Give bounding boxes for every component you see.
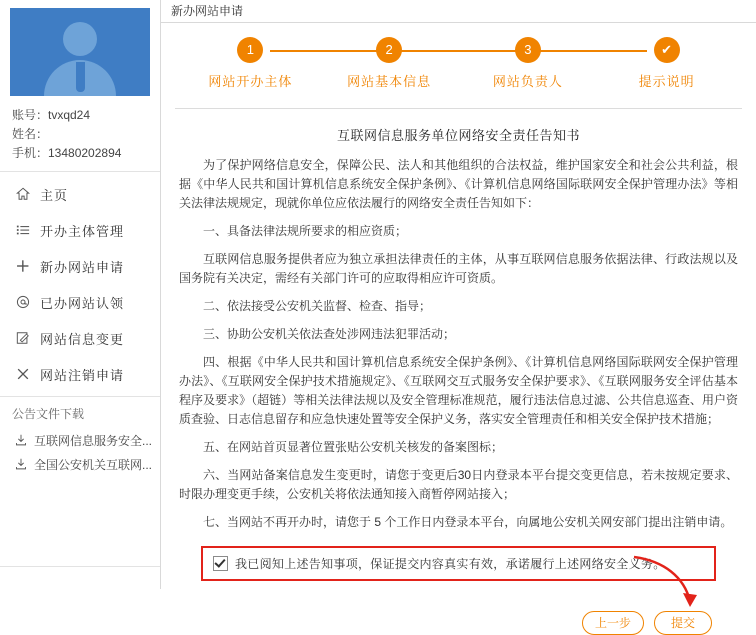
document-paragraph: 五、在网站首页显著位置张贴公安机关核发的备案图标； [203, 440, 504, 454]
user-name: 姓名： [12, 127, 49, 141]
main-panel [161, 0, 756, 630]
plus-icon [12, 259, 34, 273]
sidebar-item-label: 网站注销申请 [40, 367, 125, 383]
user-phone: 手机：13480202894 [12, 146, 122, 160]
sidebar-spacer [0, 476, 160, 566]
avatar-head-shape [63, 22, 97, 56]
sidebar-item-claim-site[interactable] [0, 284, 160, 320]
prev-step-button[interactable]: 上一步 [582, 611, 644, 635]
check-icon: ✔ [654, 37, 680, 63]
document-paragraph: 互联网信息服务提供者应为独立承担法律责任的主体，从事互联网信息服务依据法律、行政法规以及国务院有关决定，需经有关部门许可的应取得相应许可资质。 [179, 252, 738, 285]
step-1[interactable] [181, 37, 320, 90]
document-paragraph: 二、依法接受公安机关监督、检查、指导； [203, 299, 432, 313]
agreement-document [175, 125, 742, 532]
list-icon [12, 223, 34, 237]
sidebar-item-label: 网站信息变更 [40, 331, 125, 347]
agreement-checkbox[interactable] [213, 556, 228, 571]
document-paragraph: 为了保护网络信息安全，保障公民、法人和其他组织的合法权益，维护国家安全和社会公共利益，根据《中华人民共和国计算机信息系统安全保护条例》、《计算机信息网络国际联网安全保护管理办法》等相关法律法规规定，现就你单位应依法履行的网络安全责任告知如下： [179, 158, 738, 210]
edit-icon [12, 331, 34, 345]
sidebar-item-subject-management[interactable] [0, 212, 160, 248]
step-indicator [175, 37, 742, 90]
sidebar-item-label: 新办网站申请 [40, 259, 125, 275]
step-4[interactable] [597, 37, 736, 90]
user-info [0, 100, 160, 172]
agreement-label: 我已阅知上述告知事项，保证提交内容真实有效，承诺履行上述网络安全义务。 [235, 557, 666, 571]
submit-button[interactable]: 提交 [654, 611, 712, 635]
step-2[interactable] [320, 37, 459, 90]
sidebar-item-label: 已办网站认领 [40, 295, 125, 311]
step-label: 提示说明 [638, 74, 695, 89]
document-paragraph: 六、当网站备案信息发生变更时，请您于变更后30日内登录本平台提交变更信息，若未按规定要求、时限办理变更手续，公安机关将依法通知接入商暂停网站接入； [179, 468, 738, 501]
step-3[interactable] [459, 37, 598, 90]
sidebar-item-home[interactable] [0, 176, 160, 212]
sidebar-item-label: 开办主体管理 [40, 223, 125, 239]
at-icon [12, 295, 34, 309]
step-bullet: 2 [376, 37, 402, 63]
form-actions [175, 611, 712, 635]
document-paragraph: 三、协助公安机关依法查处涉网违法犯罪活动； [203, 327, 456, 341]
step-label: 网站开办主体 [208, 74, 293, 89]
main-content [161, 23, 756, 635]
notice-downloads [0, 396, 160, 476]
document-paragraph: 四、根据《中华人民共和国计算机信息系统安全保护条例》、《计算机信息网络国际联网安全保护管理办法》、《互联网安全保护技术措施规定》、《互联网交互式服务安全保护要求》、《互联网服务安全评估基本程序及要求》（超链）等相关法律法规以及安全管理标准规范，履行违法信息过滤、公共信息巡查、用户资质查验、日志信息留存和应急快速处置等安全保护义务，落实安全管理责任和相关安全保护技术措施； [179, 355, 738, 426]
notice-title: 公告文件下载 [12, 407, 85, 421]
home-icon [12, 187, 34, 201]
sidebar-footer [0, 566, 160, 589]
notice-download-item[interactable] [0, 428, 160, 452]
download-icon [12, 434, 30, 446]
divider [175, 108, 742, 109]
avatar [10, 8, 150, 96]
notice-item-label: 互联网信息服务安全... [34, 433, 153, 448]
document-paragraph: 一、具备法律法规所要求的相应资质； [203, 224, 408, 238]
sidebar-item-new-site-application[interactable] [0, 248, 160, 284]
sidebar-item-site-cancel[interactable] [0, 356, 160, 392]
step-label: 网站负责人 [492, 74, 563, 89]
step-label: 网站基本信息 [347, 74, 432, 89]
download-icon [12, 458, 30, 470]
page-title: 新办网站申请 [161, 0, 756, 23]
step-bullet: 1 [237, 37, 263, 63]
step-bullet: 3 [515, 37, 541, 63]
agreement-highlight-box [201, 546, 716, 581]
sidebar-item-label: 主页 [40, 187, 69, 203]
sidebar-nav [0, 172, 160, 392]
notice-item-label: 全国公安机关互联网... [34, 457, 153, 472]
sidebar [0, 0, 161, 589]
sidebar-item-site-info-change[interactable] [0, 320, 160, 356]
avatar-tie-shape [76, 62, 85, 92]
document-paragraph: 七、当网站不再开办时，请您于 5 个工作日内登录本平台，向属地公安机关网安部门提出注销申请。 [203, 515, 733, 529]
user-account: 账号：tvxqd24 [12, 108, 91, 122]
notice-download-item[interactable] [0, 452, 160, 476]
document-title: 互联网信息服务单位网络安全责任告知书 [336, 128, 580, 143]
close-icon [12, 367, 34, 381]
